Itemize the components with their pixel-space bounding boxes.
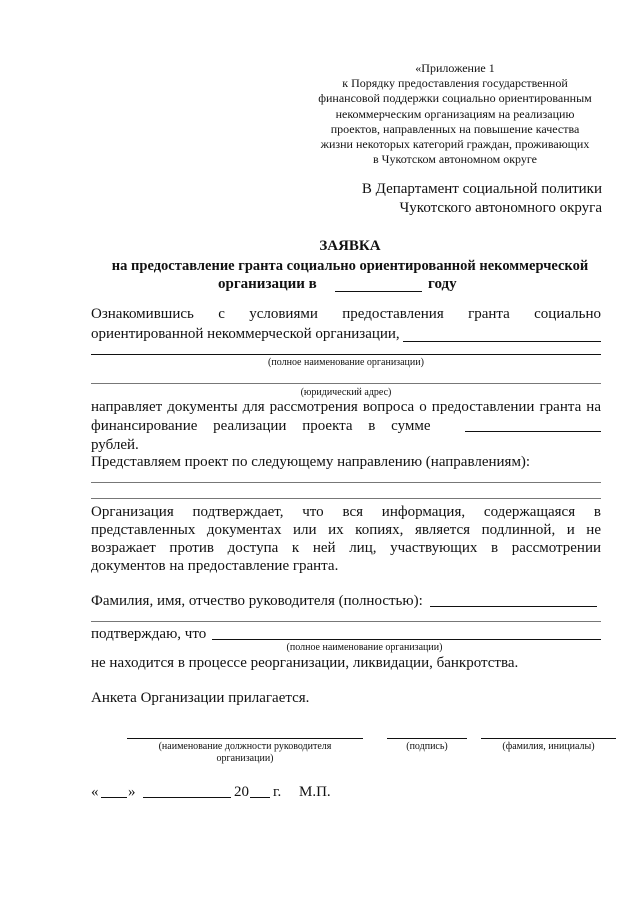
year-suffix: г. [273, 784, 282, 800]
attest-org-blank [212, 639, 601, 640]
head-name-blank [430, 606, 597, 607]
org-name-blank-2 [91, 354, 601, 355]
position-signature-line [127, 738, 363, 739]
caption-position-1: (наименование должности руководителя [158, 741, 332, 752]
direction-blank-2 [91, 498, 601, 499]
day-blank [101, 797, 127, 798]
document-subtitle: на предоставление гранта социально ориентированной некоммерческой [111, 258, 589, 274]
year-prefix: 20 [234, 784, 249, 800]
addressee-line-1: В Департамент социальной политики [361, 181, 602, 197]
year-blank [250, 797, 270, 798]
questionnaire-note: Анкета Организации прилагается. [91, 690, 310, 706]
documents-line-3: рублей. [91, 437, 139, 453]
amount-blank [465, 431, 601, 432]
attest-start: подтверждаю, что [91, 626, 207, 642]
appendix-line: некоммерческим организациям на реализацию [335, 106, 575, 121]
appendix-line: финансовой поддержки социально ориентированным [318, 91, 592, 106]
date-close-quote: » [128, 784, 136, 800]
stamp-place: М.П. [299, 784, 331, 800]
head-name-label: Фамилия, имя, отчество руководителя (полностью): [91, 593, 423, 609]
subtitle-line3-start: организации в [218, 276, 317, 292]
signature-line [387, 738, 467, 739]
attest-line-2: не находится в процессе реорганизации, ликвидации, банкротства. [91, 655, 519, 671]
year-blank-line [335, 291, 422, 292]
caption-name-initials: (фамилия, инициалы) [502, 741, 595, 752]
caption-address: (юридический адрес) [300, 387, 392, 398]
confirm-line-2: представленных документах или их копиях, является подлинной, и не [91, 522, 601, 538]
caption-attest-org: (полное наименование организации) [286, 642, 443, 653]
subtitle-line3-end: году [428, 276, 457, 292]
documents-line-1: направляет документы для рассмотрения вопроса о предоставлении гранта на [91, 399, 601, 415]
caption-org-name: (полное наименование организации) [268, 357, 424, 368]
caption-position-2: организации) [216, 753, 274, 764]
appendix-header [300, 61, 610, 167]
intro-line-2: ориентированной некоммерческой организации, [91, 326, 400, 342]
org-name-blank-1 [403, 341, 601, 342]
document-title: ЗАЯВКА [319, 238, 381, 254]
head-name-blank-2 [91, 621, 601, 622]
addressee-line-2: Чукотского автономного округа [399, 200, 602, 216]
intro-line-1: Ознакомившись с условиями предоставления гранта социально [91, 306, 601, 322]
confirm-line-1: Организация подтверждает, что вся информация, содержащаяся в [91, 504, 601, 520]
date-open-quote: « [91, 784, 99, 800]
direction-blank-1 [91, 482, 601, 483]
caption-signature: (подпись) [406, 741, 448, 752]
appendix-line: проектов, направленных на повышение качества [330, 121, 580, 136]
name-signature-line [481, 738, 616, 739]
month-blank [143, 797, 231, 798]
confirm-line-4: документов на предоставление гранта. [91, 558, 339, 574]
appendix-line: «Приложение 1 [415, 61, 495, 75]
appendix-line: жизни некоторых категорий граждан, проживающих [320, 137, 590, 152]
appendix-line: в Чукотском автономном округе [373, 152, 537, 167]
address-blank [91, 383, 601, 384]
addressee-block [340, 180, 602, 218]
confirm-line-3: возражает против доступа к ней лиц, участвующих в рассмотрении [91, 540, 601, 556]
documents-line-2: финансирование реализации проекта в сумме [91, 418, 431, 434]
direction-label: Представляем проект по следующему направлению (направлениям): [91, 454, 531, 470]
appendix-line: к Порядку предоставления государственной [342, 76, 568, 91]
